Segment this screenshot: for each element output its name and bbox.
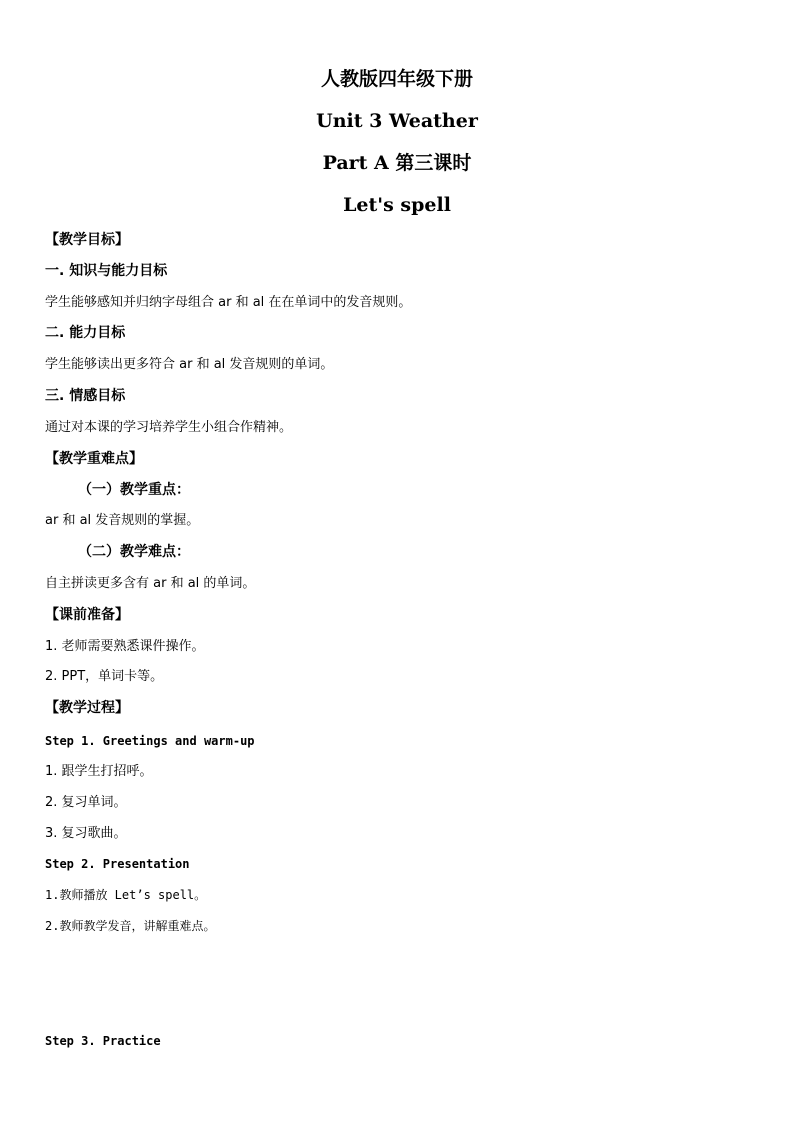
ability-objective-heading: 二. 能力目标	[45, 325, 126, 341]
preparation-heading: 【课前准备】	[45, 607, 129, 623]
step1-item: 2. 复习单词。	[45, 795, 127, 810]
step1-item: 1. 跟学生打招呼。	[45, 764, 153, 779]
preparation-item: 1. 老师需要熟悉课件操作。	[45, 639, 205, 654]
step2-item: 1.教师播放 Let’s spell。	[45, 888, 207, 902]
knowledge-objective-heading: 一. 知识与能力目标	[45, 263, 168, 279]
emotion-objective-heading: 三. 情感目标	[45, 388, 126, 404]
objectives-heading: 【教学目标】	[45, 232, 129, 248]
step2-title: Step 2. Presentation	[45, 857, 190, 871]
preparation-item: 2. PPT，单词卡等。	[45, 669, 164, 684]
process-heading: 【教学过程】	[45, 700, 129, 716]
knowledge-objective-text: 学生能够感知并归纳字母组合 ar 和 al 在在单词中的发音规则。	[45, 295, 412, 310]
step1-title: Step 1. Greetings and warm-up	[45, 734, 255, 748]
difficulty-heading: （二）教学难点：	[78, 544, 190, 560]
key-points-heading: 【教学重难点】	[45, 451, 143, 467]
step1-item: 3. 复习歌曲。	[45, 826, 127, 841]
emotion-objective-text: 通过对本课的学习培养学生小组合作精神。	[45, 420, 293, 435]
unit-title: Unit 3 Weather	[316, 110, 478, 132]
ability-objective-text: 学生能够读出更多符合 ar 和 al 发音规则的单词。	[45, 357, 334, 372]
focus-text: ar 和 al 发音规则的掌握。	[45, 513, 200, 528]
part-title: Part A 第三课时	[322, 152, 472, 174]
focus-heading: （一）教学重点：	[78, 482, 190, 498]
step2-item: 2.教师教学发音，讲解重难点。	[45, 919, 216, 933]
lesson-title: Let's spell	[343, 194, 451, 216]
difficulty-text: 自主拼读更多含有 ar 和 al 的单词。	[45, 576, 256, 591]
step3-title: Step 3. Practice	[45, 1034, 161, 1048]
document-title: 人教版四年级下册	[320, 68, 473, 90]
